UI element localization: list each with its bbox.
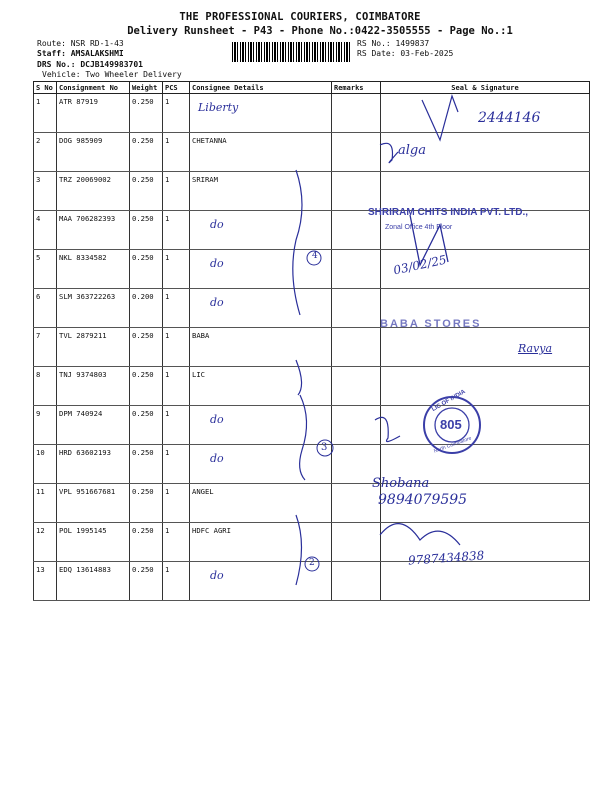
row-sno: 4 [34, 211, 57, 250]
route-label: Route: NSR RD-1-43 [37, 39, 124, 48]
bracket-rows-12-13 [296, 515, 302, 585]
consignee-handwritten: Liberty [198, 101, 239, 114]
row-weight: 0.250 [130, 211, 163, 250]
signature-row11-name: Shobana [372, 476, 430, 491]
consignee-name: LIC [192, 370, 205, 379]
col-pcs: PCS [163, 82, 190, 94]
row-pcs: 1 [163, 328, 190, 367]
row-weight: 0.250 [130, 406, 163, 445]
bracket-rows-9-10 [300, 395, 307, 480]
consignee-name: BABA [192, 331, 210, 340]
signature-row13-phone: 9787434838 [407, 548, 485, 568]
row-weight: 0.250 [130, 445, 163, 484]
row-sno: 9 [34, 406, 57, 445]
signature-row2-text: alga [398, 143, 426, 158]
row-consignment-no: ATR 87919 [57, 94, 130, 133]
row-pcs: 1 [163, 211, 190, 250]
row-consignment-no: SLM 363722263 [57, 289, 130, 328]
lic-stamp-ring-text: LIC OF INDIA [431, 388, 467, 414]
row-pcs: 1 [163, 172, 190, 211]
row-consignment-no: EDQ 13614883 [57, 562, 130, 601]
consignee-handwritten: do [210, 296, 224, 309]
circle-count-2-label: 3 [321, 442, 328, 453]
col-seal-signature: Seal & Signature [381, 82, 590, 94]
row-weight: 0.250 [130, 523, 163, 562]
consignee-name: ANGEL [192, 487, 214, 496]
row-weight: 0.200 [130, 289, 163, 328]
lic-stamp-sub: North Coimbatore [433, 435, 473, 455]
col-consignment: Consignment No [57, 82, 130, 94]
row-weight: 0.250 [130, 328, 163, 367]
baba-stamp: BABA STORES [380, 318, 482, 330]
row-sno: 3 [34, 172, 57, 211]
staff-label: Staff: AMSALAKSHMI [37, 49, 124, 58]
row-pcs: 1 [163, 406, 190, 445]
circle-count-3-label: 2 [309, 558, 315, 568]
row-weight: 0.250 [130, 172, 163, 211]
consignee-name: CHETANNA [192, 136, 227, 145]
rs-number: RS No.: 1499837 [357, 39, 430, 48]
signature-row12 [380, 524, 460, 545]
runsheet-title: Delivery Runsheet - P43 - Phone No.:0422-3505555 - Page No.:1 [127, 25, 513, 37]
consignee-handwritten: do [210, 569, 224, 582]
row-consignment-no: HRD 63602193 [57, 445, 130, 484]
drs-label: DRS No.: DCJB149983701 [37, 60, 143, 69]
row-pcs: 1 [163, 94, 190, 133]
row-sno: 11 [34, 484, 57, 523]
col-sno: S No [34, 82, 57, 94]
row-pcs: 1 [163, 484, 190, 523]
consignee-name: HDFC AGRI [192, 526, 231, 535]
shriram-stamp: SHRIRAM CHITS INDIA PVT. LTD., [368, 207, 528, 218]
row-weight: 0.250 [130, 562, 163, 601]
consignee-handwritten: do [210, 413, 224, 426]
shriram-stamp-line2: Zonal Office 4th Floor [385, 224, 453, 231]
row-pcs: 1 [163, 133, 190, 172]
col-remarks: Remarks [332, 82, 381, 94]
col-weight: Weight [130, 82, 163, 94]
row-sno: 12 [34, 523, 57, 562]
row-consignment-no: TNJ 9374803 [57, 367, 130, 406]
consignee-name: SRIRAM [192, 175, 218, 184]
consignee-handwritten: do [210, 452, 224, 465]
row-sno: 7 [34, 328, 57, 367]
row-consignment-no: DPM 740924 [57, 406, 130, 445]
row-pcs: 1 [163, 289, 190, 328]
row-consignment-no: POL 1995145 [57, 523, 130, 562]
signature-row1-text: 2444146 [478, 110, 541, 126]
row-pcs: 1 [163, 367, 190, 406]
row-sno: 13 [34, 562, 57, 601]
rs-date: RS Date: 03-Feb-2025 [357, 49, 454, 58]
row-consignment-no: MAA 706282393 [57, 211, 130, 250]
consignee-handwritten: do [210, 257, 224, 270]
col-consignee: Consignee Details [190, 82, 332, 94]
row-sno: 1 [34, 94, 57, 133]
row-consignment-no: NKL 8334582 [57, 250, 130, 289]
vehicle-label: Vehicle: Two Wheeler Delivery [42, 70, 182, 79]
row-consignment-no: TVL 2879211 [57, 328, 130, 367]
row-pcs: 1 [163, 562, 190, 601]
row-sno: 10 [34, 445, 57, 484]
row-weight: 0.250 [130, 94, 163, 133]
row-pcs: 1 [163, 445, 190, 484]
row-weight: 0.250 [130, 133, 163, 172]
bracket-rows-3-6 [293, 170, 302, 315]
row-weight: 0.250 [130, 367, 163, 406]
consignee-handwritten: do [210, 218, 224, 231]
row-weight: 0.250 [130, 484, 163, 523]
row-consignment-no: DOG 985909 [57, 133, 130, 172]
signature-row4-date: 03/02/25 [392, 252, 448, 278]
signature-row10 [375, 417, 400, 441]
row-consignment-no: VPL 951667681 [57, 484, 130, 523]
row-sno: 5 [34, 250, 57, 289]
signature-row11-phone: 9894079595 [378, 492, 468, 508]
row-sno: 6 [34, 289, 57, 328]
row-weight: 0.250 [130, 250, 163, 289]
row-consignment-no: TRZ 20069002 [57, 172, 130, 211]
signature-row1 [422, 96, 458, 140]
signature-row2 [380, 143, 398, 162]
bracket-rows-7-8 [296, 360, 302, 395]
circle-count-1-label: 4 [312, 251, 318, 261]
row-sno: 2 [34, 133, 57, 172]
row-pcs: 1 [163, 523, 190, 562]
company-title: THE PROFESSIONAL COURIERS, COIMBATORE [179, 11, 421, 23]
lic-stamp-number: 805 [440, 417, 462, 432]
signature-row7-text: Ravya [518, 342, 553, 355]
row-sno: 8 [34, 367, 57, 406]
row-pcs: 1 [163, 250, 190, 289]
